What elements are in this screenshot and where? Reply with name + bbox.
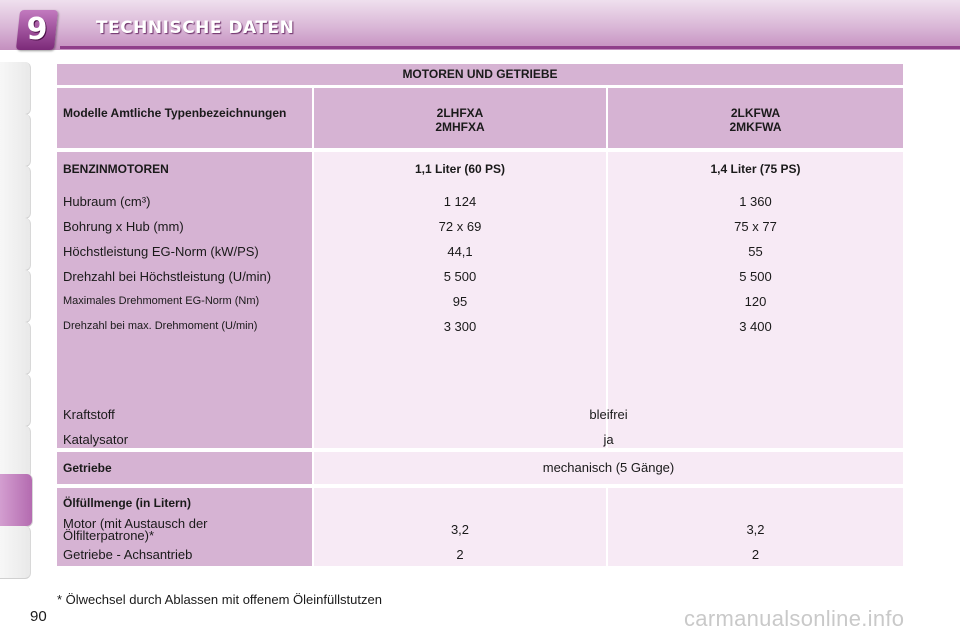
engine-section-label: BENZINMOTOREN xyxy=(63,162,169,176)
spec-label: Höchstleistung EG-Norm (kW/PS) xyxy=(63,244,259,259)
page-title: TECHNISCHE DATEN xyxy=(96,18,295,38)
spec-value: 1 124 xyxy=(443,194,477,209)
spec-label: Maximales Drehmoment EG-Norm (Nm) xyxy=(63,295,260,307)
chapter-tab[interactable] xyxy=(0,166,31,219)
model-code: 2MHFXA xyxy=(435,120,485,134)
catalyst-value: ja xyxy=(603,432,614,447)
gearbox-value: mechanisch (5 Gänge) xyxy=(314,452,903,484)
spec-value: 75 x 77 xyxy=(734,219,777,234)
models-row xyxy=(57,88,903,148)
oil-row-col2: 2 xyxy=(751,547,760,562)
spec-value: 5 500 xyxy=(739,269,772,284)
model-code: 2LHFXA xyxy=(436,106,484,120)
spec-value: 5 500 xyxy=(443,269,477,284)
spec-label: Drehzahl bei Höchstleistung (U/min) xyxy=(63,269,272,284)
table-caption-row xyxy=(57,64,903,85)
header-rule xyxy=(60,46,960,49)
watermark: carmanualsonline.info xyxy=(684,606,905,631)
chapter-number: 9 xyxy=(26,12,48,47)
footnote: * Ölwechsel durch Ablassen mit offenem Öleinfüllstutzen xyxy=(57,592,382,607)
spec-label: Hubraum (cm³) xyxy=(63,194,151,209)
oil-row-col1: 2 xyxy=(456,547,464,562)
model-code: 2MKFWA xyxy=(729,120,782,134)
oil-row-label: Motor (mit Austausch der Ölfilterpatrone)* xyxy=(63,516,208,543)
engine-col1-header: 1,1 Liter (60 PS) xyxy=(414,162,506,176)
engine-col2-header: 1,4 Liter (75 PS) xyxy=(710,162,801,176)
chapter-tab[interactable] xyxy=(0,426,31,479)
oil-section-label: Ölfüllmenge (in Litern) xyxy=(63,496,191,510)
engine-section xyxy=(57,152,903,448)
table-caption: MOTOREN UND GETRIEBE xyxy=(57,64,903,85)
spec-value: 3 400 xyxy=(739,319,772,334)
spec-value: 44,1 xyxy=(447,244,473,259)
oil-row-col2: 3,2 xyxy=(746,522,765,537)
oil-row-col1: 3,2 xyxy=(450,522,470,537)
chapter-tab[interactable] xyxy=(0,374,31,427)
gearbox-label: Getriebe xyxy=(57,452,312,484)
fuel-value: bleifrei xyxy=(589,407,628,422)
spec-value: 72 x 69 xyxy=(438,219,482,234)
chapter-tab[interactable] xyxy=(0,62,31,115)
spec-value: 120 xyxy=(744,294,767,309)
models-col1 xyxy=(314,88,606,148)
chapter-tabs xyxy=(0,62,34,577)
models-label: Modelle Amtliche Typenbezeichnungen xyxy=(57,88,312,148)
catalyst-label: Katalysator xyxy=(63,432,129,447)
fuel-label: Kraftstoff xyxy=(63,407,115,422)
models-col2 xyxy=(608,88,903,148)
spec-label: Drehzahl bei max. Drehmoment (U/min) xyxy=(63,320,258,332)
spec-value: 55 xyxy=(748,244,763,259)
gearbox-row xyxy=(57,452,903,484)
chapter-tab[interactable] xyxy=(0,218,31,271)
oil-section xyxy=(57,488,903,566)
chapter-tab[interactable] xyxy=(0,526,31,579)
model-code: 2LKFWA xyxy=(730,106,781,120)
chapter-badge xyxy=(16,10,58,50)
chapter-tab-active[interactable] xyxy=(0,474,33,527)
spec-label: Bohrung x Hub (mm) xyxy=(63,219,184,234)
spec-value: 95 xyxy=(452,294,468,309)
oil-row-label: Getriebe - Achsantrieb xyxy=(63,547,193,562)
chapter-tab[interactable] xyxy=(0,270,31,323)
chapter-tab[interactable] xyxy=(0,114,31,167)
spec-value: 3 300 xyxy=(443,319,477,334)
chapter-tab[interactable] xyxy=(0,322,31,375)
spec-value: 1 360 xyxy=(739,194,772,209)
page-number: 90 xyxy=(30,608,47,625)
